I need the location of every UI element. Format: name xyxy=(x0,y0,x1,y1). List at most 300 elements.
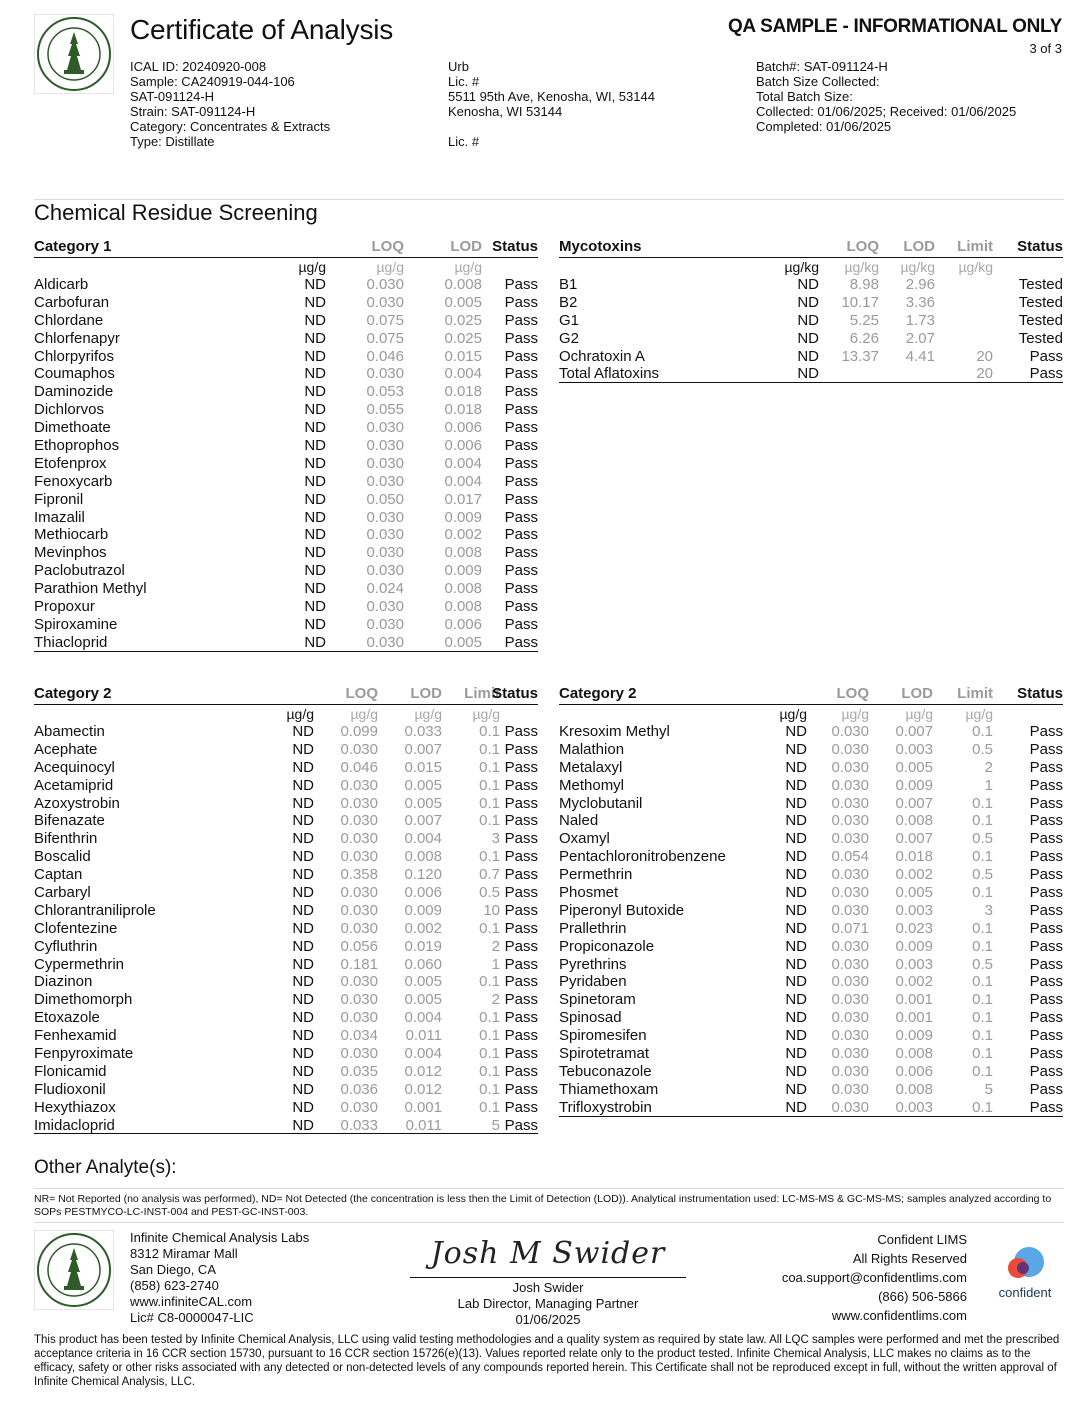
loq-value: 0.099 xyxy=(340,723,378,740)
result: ND xyxy=(304,490,326,508)
analyte-name: Coumaphos xyxy=(34,365,115,383)
units-row xyxy=(559,705,1063,723)
section-title: Chemical Residue Screening xyxy=(34,200,318,225)
table-row xyxy=(559,956,1063,974)
lod-value: 0.005 xyxy=(404,794,442,812)
status: Pass xyxy=(504,1027,538,1045)
analyte-name: Piperonyl Butoxide xyxy=(559,901,685,919)
table-row xyxy=(559,938,1063,956)
table-row xyxy=(559,348,1063,366)
analyte-name: Chlordane xyxy=(34,311,104,329)
status: Tested xyxy=(1018,329,1063,347)
lod-value: 0.003 xyxy=(895,901,933,919)
result: ND xyxy=(304,329,326,347)
result: ND xyxy=(785,937,807,955)
lod-value: 0.008 xyxy=(895,1080,933,1098)
lod-value: 0.005 xyxy=(444,633,482,651)
col-limit: Limit xyxy=(957,685,993,702)
loq-value: 0.030 xyxy=(366,276,404,293)
status: Pass xyxy=(1029,1027,1063,1045)
analyte-name: Cyfluthrin xyxy=(34,937,98,955)
analyte-name: Imazalil xyxy=(34,508,85,526)
analyte-name: Mevinphos xyxy=(34,544,107,562)
result: ND xyxy=(785,812,807,830)
status: Pass xyxy=(504,276,538,293)
col-lod: LOD xyxy=(901,685,933,702)
units-row xyxy=(34,705,538,723)
loq-value: 0.030 xyxy=(340,991,378,1009)
result: ND xyxy=(304,562,326,580)
disclaimer: This product has been tested by Infinite Chemical Analysis, LLC using valid testing methodologies and a quality system as required by state law. All LQC samples were performed and met the prescribed acceptance criteria in 16 CCR section 15730, pursuant to 16 CCR section 15726(e)(13). Values reported relate only to the product tested. Infinite Chemical Analysis, LLC makes no claims as to the efficacy, safety or other risks associated with any detected or non-detected levels of any compounds reported herein. This Certificate shall not be reproduced except in full, without the written approval of Infinite Chemical Analysis, LLC. xyxy=(34,1334,1060,1388)
result: ND xyxy=(785,955,807,973)
status: Pass xyxy=(504,615,538,633)
analyte-name: Oxamyl xyxy=(559,830,610,848)
limit-value: 3 xyxy=(984,901,993,919)
signer-name: Josh Swider xyxy=(512,1280,584,1295)
status: Pass xyxy=(1029,758,1063,776)
limit-value: 2 xyxy=(984,758,993,776)
result: ND xyxy=(785,973,807,991)
loq-value: 0.030 xyxy=(366,544,404,562)
loq-value: 0.030 xyxy=(340,776,378,794)
result: ND xyxy=(785,1062,807,1080)
lod-value: 0.033 xyxy=(404,723,442,740)
limit-value: 20 xyxy=(976,347,993,365)
result: ND xyxy=(785,901,807,919)
analyte-name: Etofenprox xyxy=(34,454,107,472)
lims-name: Confident LIMS xyxy=(877,1232,967,1247)
status: Pass xyxy=(1029,973,1063,991)
lod-value: 0.009 xyxy=(895,1027,933,1045)
loq-value: 0.053 xyxy=(366,383,404,401)
limit-value: 0.1 xyxy=(479,794,500,812)
analyte-name: Abamectin xyxy=(34,723,105,740)
table-row xyxy=(559,1099,1063,1117)
result: ND xyxy=(785,723,807,740)
table-row xyxy=(34,812,538,830)
loq-value: 0.030 xyxy=(366,598,404,616)
table-row xyxy=(34,509,538,527)
lod-value: 0.002 xyxy=(444,526,482,544)
loq-value: 0.030 xyxy=(340,1098,378,1116)
unit-limit: µg/kg xyxy=(958,259,993,275)
table-body xyxy=(34,276,538,652)
sample-info xyxy=(130,59,330,149)
lod-value: 0.007 xyxy=(895,794,933,812)
lod-value: 0.005 xyxy=(404,991,442,1009)
loq-value: 0.030 xyxy=(831,937,869,955)
status: Pass xyxy=(504,866,538,884)
table-body xyxy=(34,723,538,1134)
table-header xyxy=(34,238,538,258)
loq-value: 0.030 xyxy=(366,293,404,311)
table-header xyxy=(559,685,1063,705)
result: ND xyxy=(785,1027,807,1045)
result: ND xyxy=(292,776,314,794)
table-row xyxy=(34,1027,538,1045)
status: Pass xyxy=(1029,884,1063,902)
table-row xyxy=(34,759,538,777)
limit-value: 20 xyxy=(976,365,993,383)
status: Pass xyxy=(504,598,538,616)
status: Pass xyxy=(504,776,538,794)
limit-value: 0.1 xyxy=(479,758,500,776)
unit-loq: µg/g xyxy=(350,706,378,722)
table-row xyxy=(34,455,538,473)
table-row xyxy=(559,902,1063,920)
result: ND xyxy=(292,1080,314,1098)
limit-value: 0.1 xyxy=(479,723,500,740)
loq-value: 0.055 xyxy=(366,401,404,419)
table-row xyxy=(559,866,1063,884)
lod-value: 0.008 xyxy=(444,580,482,598)
lims-website[interactable]: www.confidentlims.com xyxy=(831,1308,967,1323)
loq-value: 0.075 xyxy=(366,329,404,347)
table-row xyxy=(34,920,538,938)
lod-value: 0.002 xyxy=(895,973,933,991)
table-body xyxy=(559,723,1063,1117)
analyte-name: Total Aflatoxins xyxy=(559,365,660,383)
limit-value: 3 xyxy=(491,830,500,848)
loq-value: 0.030 xyxy=(831,1027,869,1045)
result: ND xyxy=(785,848,807,866)
status: Tested xyxy=(1018,276,1063,293)
notes-divider-bottom xyxy=(34,1222,1064,1223)
client-address: 5511 95th Ave, Kenosha, WI, 53144 xyxy=(448,89,655,104)
table-row xyxy=(559,312,1063,330)
loq-value: 0.056 xyxy=(340,937,378,955)
analyte-name: Fipronil xyxy=(34,490,84,508)
status: Pass xyxy=(1029,1062,1063,1080)
status: Pass xyxy=(504,633,538,651)
loq-value: 0.181 xyxy=(340,955,378,973)
loq-value: 0.030 xyxy=(366,562,404,580)
status: Pass xyxy=(504,723,538,740)
table-row xyxy=(559,1009,1063,1027)
lab-name: Infinite Chemical Analysis Labs xyxy=(130,1230,310,1245)
result: ND xyxy=(292,723,314,740)
analyte-name: G1 xyxy=(559,311,580,329)
loq-value: 0.030 xyxy=(831,901,869,919)
table-row xyxy=(34,1063,538,1081)
table-row xyxy=(34,365,538,383)
result: ND xyxy=(304,293,326,311)
col-limit: Limit xyxy=(464,685,500,702)
status: Pass xyxy=(504,1045,538,1063)
limit-value: 0.1 xyxy=(972,937,993,955)
lod-value: 0.120 xyxy=(404,866,442,884)
limit-value: 0.1 xyxy=(479,1080,500,1098)
status: Tested xyxy=(1018,293,1063,311)
table-row xyxy=(34,598,538,616)
unit-limit: µg/g xyxy=(472,706,500,722)
analyte-name: Pentachloronitrobenzene xyxy=(559,848,726,866)
loq-value: 0.030 xyxy=(340,884,378,902)
analyte-name: Daminozide xyxy=(34,383,114,401)
status: Pass xyxy=(504,955,538,973)
analyte-name: Thiacloprid xyxy=(34,633,108,651)
status: Pass xyxy=(1029,955,1063,973)
loq-value: 0.030 xyxy=(831,884,869,902)
lims-email[interactable]: coa.support@confidentlims.com xyxy=(781,1270,967,1285)
lod-value: 0.009 xyxy=(895,776,933,794)
result: ND xyxy=(304,347,326,365)
limit-value: 2 xyxy=(491,937,500,955)
status: Pass xyxy=(504,454,538,472)
status: Pass xyxy=(504,884,538,902)
lab-logo-footer xyxy=(34,1230,114,1310)
table-row xyxy=(559,991,1063,1009)
result: ND xyxy=(797,365,819,383)
status: Pass xyxy=(504,919,538,937)
limit-value: 0.1 xyxy=(972,794,993,812)
lod-value: 0.019 xyxy=(404,937,442,955)
status: Pass xyxy=(1029,794,1063,812)
loq-value: 0.046 xyxy=(340,758,378,776)
lod-value: 0.060 xyxy=(404,955,442,973)
result: ND xyxy=(304,365,326,383)
lod-value: 2.96 xyxy=(905,276,935,293)
table-row xyxy=(559,884,1063,902)
table-row xyxy=(559,812,1063,830)
lod-value: 0.006 xyxy=(895,1062,933,1080)
unit-lod: µg/g xyxy=(414,706,442,722)
loq-value: 0.030 xyxy=(831,866,869,884)
client-blank xyxy=(448,119,655,134)
loq-value: 0.030 xyxy=(831,955,869,973)
loq-value: 0.033 xyxy=(340,1116,378,1134)
lod-value: 0.008 xyxy=(444,276,482,293)
loq-value: 0.030 xyxy=(366,437,404,455)
status: Pass xyxy=(504,794,538,812)
col-status: Status xyxy=(1017,238,1063,255)
limit-value: 5 xyxy=(984,1080,993,1098)
collected-received: Collected: 01/06/2025; Received: 01/06/2025 xyxy=(756,104,1017,119)
result: ND xyxy=(785,740,807,758)
category: Category: Concentrates & Extracts xyxy=(130,119,331,134)
analyte-name: Trifloxystrobin xyxy=(559,1098,652,1116)
analyte-name: Dimethomorph xyxy=(34,991,133,1009)
lod-value: 0.004 xyxy=(404,1045,442,1063)
analyte-name: Fenoxycarb xyxy=(34,472,113,490)
loq-value: 0.030 xyxy=(831,1009,869,1027)
result: ND xyxy=(785,866,807,884)
status: Pass xyxy=(504,508,538,526)
result: ND xyxy=(292,812,314,830)
limit-value: 0.7 xyxy=(479,866,500,884)
lod-value: 0.004 xyxy=(404,830,442,848)
lims-contact xyxy=(782,1230,967,1325)
loq-value: 0.030 xyxy=(831,991,869,1009)
loq-value: 0.030 xyxy=(340,830,378,848)
loq-value: 0.036 xyxy=(340,1080,378,1098)
result: ND xyxy=(292,1062,314,1080)
lod-value: 0.005 xyxy=(404,776,442,794)
table-row xyxy=(34,437,538,455)
table-row xyxy=(34,634,538,652)
lod-value: 0.009 xyxy=(444,508,482,526)
unit-lod: µg/kg xyxy=(900,259,935,275)
table-row xyxy=(34,562,538,580)
result: ND xyxy=(785,758,807,776)
analyte-name: Dichlorvos xyxy=(34,401,105,419)
status: Pass xyxy=(504,901,538,919)
loq-value: 0.030 xyxy=(340,740,378,758)
table-row xyxy=(34,1045,538,1063)
analyte-name: Fenhexamid xyxy=(34,1027,117,1045)
analyte-name: Ethoprophos xyxy=(34,437,120,455)
table-row xyxy=(559,920,1063,938)
result: ND xyxy=(797,329,819,347)
loq-value: 0.030 xyxy=(831,1098,869,1116)
result: ND xyxy=(292,1098,314,1116)
limit-value: 0.1 xyxy=(479,1009,500,1027)
status: Pass xyxy=(504,758,538,776)
result: ND xyxy=(797,347,819,365)
lod-value: 0.015 xyxy=(444,347,482,365)
lod-value: 0.009 xyxy=(404,901,442,919)
lod-value: 0.012 xyxy=(404,1062,442,1080)
result: ND xyxy=(304,508,326,526)
limit-value: 0.1 xyxy=(972,991,993,1009)
limit-value: 0.1 xyxy=(479,812,500,830)
analysis-notes: NR= Not Reported (no analysis was performed), ND= Not Detected (the concentration is less then the Limit of Detection (LOD)). Analytical instrumentation used: LC-MS-MS & GC-MS-MS; samples analyzed according to SOPs PESTMYCO-LC-INST-004 and PEST-GC-INST-003. xyxy=(34,1193,1052,1218)
signature-block xyxy=(410,1232,686,1328)
loq-value: 0.030 xyxy=(366,454,404,472)
result: ND xyxy=(292,830,314,848)
table-row xyxy=(559,1027,1063,1045)
loq-value: 0.030 xyxy=(366,615,404,633)
unit-lod: µg/g xyxy=(905,706,933,722)
lod-value: 0.009 xyxy=(895,937,933,955)
loq-value: 10.17 xyxy=(841,293,879,311)
result: ND xyxy=(785,830,807,848)
category2-table-right xyxy=(559,685,1063,1117)
result: ND xyxy=(304,598,326,616)
unit-result: µg/kg xyxy=(784,259,819,275)
status: Pass xyxy=(504,812,538,830)
analyte-name: Myclobutanil xyxy=(559,794,643,812)
table-row xyxy=(34,419,538,437)
analyte-name: Thiamethoxam xyxy=(559,1080,659,1098)
loq-value: 0.030 xyxy=(366,472,404,490)
result: ND xyxy=(785,1045,807,1063)
analyte-name: Permethrin xyxy=(559,866,633,884)
status: Pass xyxy=(1029,1009,1063,1027)
col-loq: LOQ xyxy=(846,238,879,255)
limit-value: 0.1 xyxy=(972,848,993,866)
analyte-name: Acetamiprid xyxy=(34,776,114,794)
result: ND xyxy=(304,276,326,293)
analyte-name: Naled xyxy=(559,812,599,830)
result: ND xyxy=(304,401,326,419)
limit-value: 0.1 xyxy=(972,884,993,902)
col-name: Mycotoxins xyxy=(559,238,642,255)
table-row xyxy=(34,544,538,562)
lod-value: 0.008 xyxy=(895,1045,933,1063)
signer-role: Lab Director, Managing Partner xyxy=(457,1296,639,1311)
lod-value: 0.001 xyxy=(404,1098,442,1116)
loq-value: 0.030 xyxy=(340,1045,378,1063)
signature-date: 01/06/2025 xyxy=(515,1312,581,1327)
table-row xyxy=(559,1045,1063,1063)
lod-value: 0.004 xyxy=(444,454,482,472)
status: Pass xyxy=(504,401,538,419)
document-title: Certificate of Analysis xyxy=(130,14,394,45)
lims-rights: All Rights Reserved xyxy=(852,1251,967,1266)
loq-value: 0.030 xyxy=(831,1045,869,1063)
table-row xyxy=(34,383,538,401)
status: Pass xyxy=(504,311,538,329)
limit-value: 0.1 xyxy=(972,1045,993,1063)
units-row xyxy=(34,258,538,276)
analyte-name: Methomyl xyxy=(559,776,625,794)
lod-value: 2.07 xyxy=(905,329,935,347)
total-batch-size: Total Batch Size: xyxy=(756,89,853,104)
status: Pass xyxy=(1029,901,1063,919)
result: ND xyxy=(304,383,326,401)
analyte-name: Clofentezine xyxy=(34,919,118,937)
notes-divider-top xyxy=(34,1188,1064,1189)
category1-table xyxy=(34,238,538,652)
analyte-name: Methiocarb xyxy=(34,526,109,544)
result: ND xyxy=(785,884,807,902)
loq-value: 5.25 xyxy=(849,311,879,329)
loq-value: 0.030 xyxy=(831,776,869,794)
table-row xyxy=(559,777,1063,795)
category2-table-left xyxy=(34,685,538,1134)
col-status: Status xyxy=(1017,685,1063,702)
lod-value: 0.003 xyxy=(895,955,933,973)
table-row xyxy=(34,348,538,366)
lod-value: 0.005 xyxy=(404,973,442,991)
result: ND xyxy=(292,1116,314,1134)
status: Tested xyxy=(1018,311,1063,329)
col-lod: LOD xyxy=(450,238,482,255)
lod-value: 0.007 xyxy=(895,723,933,740)
limit-value: 0.1 xyxy=(972,973,993,991)
loq-value: 0.030 xyxy=(340,901,378,919)
analyte-name: Metalaxyl xyxy=(559,758,623,776)
status: Pass xyxy=(1029,830,1063,848)
lod-value: 0.003 xyxy=(895,740,933,758)
batch-size-collected: Batch Size Collected: xyxy=(756,74,880,89)
table-row xyxy=(34,294,538,312)
table-row xyxy=(559,741,1063,759)
limit-value: 0.1 xyxy=(479,1098,500,1116)
loq-value: 0.030 xyxy=(340,919,378,937)
lod-value: 0.023 xyxy=(895,919,933,937)
loq-value: 0.030 xyxy=(831,830,869,848)
lod-value: 1.73 xyxy=(905,311,935,329)
status: Pass xyxy=(504,991,538,1009)
analyte-name: Flonicamid xyxy=(34,1062,107,1080)
lod-value: 0.006 xyxy=(444,615,482,633)
loq-value: 0.030 xyxy=(831,794,869,812)
table-row xyxy=(34,580,538,598)
status: Pass xyxy=(504,1116,538,1134)
table-row xyxy=(34,973,538,991)
analyte-name: Chlorfenapyr xyxy=(34,329,120,347)
lod-value: 0.009 xyxy=(444,562,482,580)
loq-value: 0.030 xyxy=(831,1080,869,1098)
status: Pass xyxy=(504,580,538,598)
result: ND xyxy=(785,776,807,794)
lod-value: 0.006 xyxy=(444,419,482,437)
client-license-2: Lic. # xyxy=(448,134,480,149)
lod-value: 0.003 xyxy=(895,1098,933,1116)
lod-value: 0.008 xyxy=(444,598,482,616)
